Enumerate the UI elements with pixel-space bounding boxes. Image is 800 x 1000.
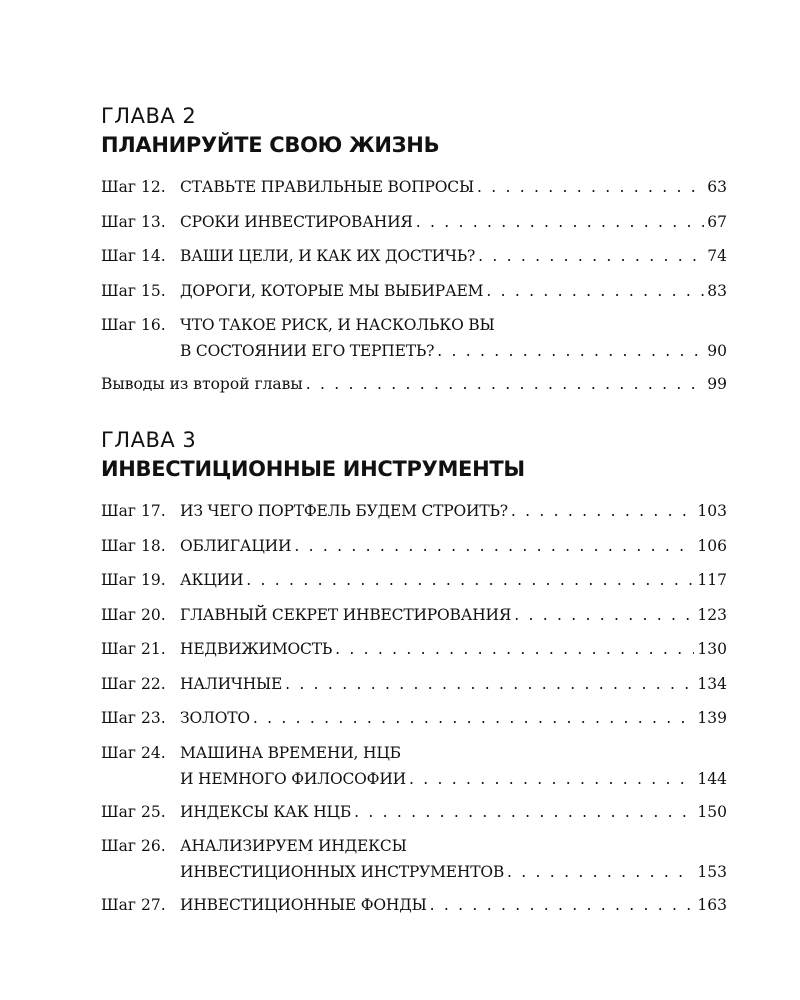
chapter-2-section	[101, 103, 727, 406]
step-label: Шаг 27.	[101, 896, 166, 914]
entry-title-line-1: ЧТО ТАКОЕ РИСК, И НАСКОЛЬКО ВЫ	[180, 316, 495, 334]
step-label: Шаг 20.	[101, 605, 166, 624]
toc-entry[interactable]	[101, 892, 727, 918]
chapter-title: ИНВЕСТИЦИОННЫЕ ИНСТРУМЕНТЫ	[101, 457, 525, 481]
summary-title: Выводы из второй главы	[101, 375, 303, 393]
entry-title: ГЛАВНЫЙ СЕКРЕТ ИНВЕСТИРОВАНИЯ	[180, 605, 512, 624]
dot-leader	[335, 636, 694, 662]
dot-leader	[430, 892, 695, 918]
page-number: 83	[707, 281, 727, 300]
dot-leader	[511, 498, 695, 524]
chapter-number: ГЛАВА 2	[101, 104, 197, 128]
page-number: 63	[707, 178, 727, 196]
entry-title: ИНВЕСТИЦИОННЫЕ ФОНДЫ	[180, 896, 427, 914]
entry-title: ОБЛИГАЦИИ	[180, 536, 292, 555]
entry-title-line-2: В СОСТОЯНИИ ЕГО ТЕРПЕТЬ?	[180, 342, 435, 360]
step-label: Шаг 18.	[101, 536, 166, 555]
entry-title: СТАВЬТЕ ПРАВИЛЬНЫЕ ВОПРОСЫ	[180, 178, 474, 196]
step-label: Шаг 21.	[101, 640, 166, 658]
entry-title-line-2: И НЕМНОГО ФИЛОСОФИИ	[180, 769, 406, 788]
dot-leader	[416, 209, 705, 235]
toc-entry[interactable]	[101, 567, 727, 593]
toc-entry[interactable]	[101, 278, 727, 304]
entry-title: ДОРОГИ, КОТОРЫЕ МЫ ВЫБИРАЕМ	[180, 281, 484, 300]
step-label: Шаг 24.	[101, 743, 166, 762]
dot-leader	[486, 278, 704, 304]
toc-entry[interactable]	[101, 799, 727, 825]
page-number: 90	[707, 342, 727, 360]
dot-leader	[306, 371, 705, 397]
chapter-summary-entry[interactable]	[101, 371, 727, 397]
page-number: 134	[697, 674, 727, 693]
page-number: 163	[697, 896, 727, 914]
page-number: 130	[697, 640, 727, 658]
dot-leader	[507, 859, 694, 885]
step-label: Шаг 19.	[101, 571, 166, 589]
toc-entry[interactable]	[101, 705, 727, 731]
step-label: Шаг 23.	[101, 709, 166, 727]
dot-leader	[294, 533, 694, 559]
dot-leader	[477, 174, 704, 200]
entry-title: ВАШИ ЦЕЛИ, И КАК ИХ ДОСТИЧЬ?	[180, 247, 476, 265]
entry-title: НАЛИЧНЫЕ	[180, 674, 283, 693]
step-label: Шаг 17.	[101, 502, 166, 520]
page-number: 123	[697, 605, 727, 624]
page-number: 150	[697, 802, 727, 821]
entry-title: НЕДВИЖИМОСТЬ	[180, 640, 333, 658]
dot-leader	[285, 671, 694, 697]
entry-title: СРОКИ ИНВЕСТИРОВАНИЯ	[180, 212, 413, 231]
dot-leader	[437, 338, 704, 364]
chapter-3-section	[101, 427, 727, 927]
toc-entry[interactable]	[101, 209, 727, 235]
toc-entry[interactable]	[101, 636, 727, 662]
toc-entry[interactable]	[101, 498, 727, 524]
step-label: Шаг 12.	[101, 178, 166, 196]
chapter-title: ПЛАНИРУЙТЕ СВОЮ ЖИЗНЬ	[101, 133, 440, 157]
toc-entry[interactable]	[101, 243, 727, 269]
page-number: 99	[707, 375, 727, 393]
entry-title: ИНДЕКСЫ КАК НЦБ	[180, 802, 352, 821]
page-number: 153	[697, 863, 727, 881]
step-label: Шаг 14.	[101, 247, 166, 265]
toc-entry[interactable]	[101, 740, 727, 792]
page-number: 117	[697, 571, 727, 589]
step-label: Шаг 25.	[101, 802, 166, 821]
page-number: 103	[697, 502, 727, 520]
entry-title-line-1: МАШИНА ВРЕМЕНИ, НЦБ	[180, 743, 401, 762]
step-label: Шаг 22.	[101, 674, 166, 693]
dot-leader	[253, 705, 695, 731]
toc-entry[interactable]	[101, 533, 727, 559]
entry-title: ЗОЛОТО	[180, 709, 250, 727]
page-number: 74	[707, 247, 727, 265]
page-number: 106	[697, 536, 727, 555]
step-label: Шаг 16.	[101, 316, 166, 334]
toc-entry[interactable]	[101, 602, 727, 628]
dot-leader	[246, 567, 694, 593]
entry-title: АКЦИИ	[180, 571, 244, 589]
chapter-number: ГЛАВА 3	[101, 428, 197, 452]
toc-entry[interactable]	[101, 174, 727, 200]
entry-title-line-2: ИНВЕСТИЦИОННЫХ ИНСТРУМЕНТОВ	[180, 863, 505, 881]
toc-entry[interactable]	[101, 312, 727, 364]
entry-title-line-1: АНАЛИЗИРУЕМ ИНДЕКСЫ	[180, 837, 407, 855]
toc-entry[interactable]	[101, 671, 727, 697]
step-label: Шаг 26.	[101, 837, 166, 855]
step-label: Шаг 13.	[101, 212, 166, 231]
page-number: 67	[707, 212, 727, 231]
entry-title: ИЗ ЧЕГО ПОРТФЕЛЬ БУДЕМ СТРОИТЬ?	[180, 502, 508, 520]
dot-leader	[478, 243, 704, 269]
page-number: 144	[697, 769, 727, 788]
dot-leader	[409, 766, 694, 792]
dot-leader	[354, 799, 694, 825]
page-number: 139	[697, 709, 727, 727]
toc-entry[interactable]	[101, 833, 727, 885]
dot-leader	[514, 602, 694, 628]
step-label: Шаг 15.	[101, 281, 166, 300]
